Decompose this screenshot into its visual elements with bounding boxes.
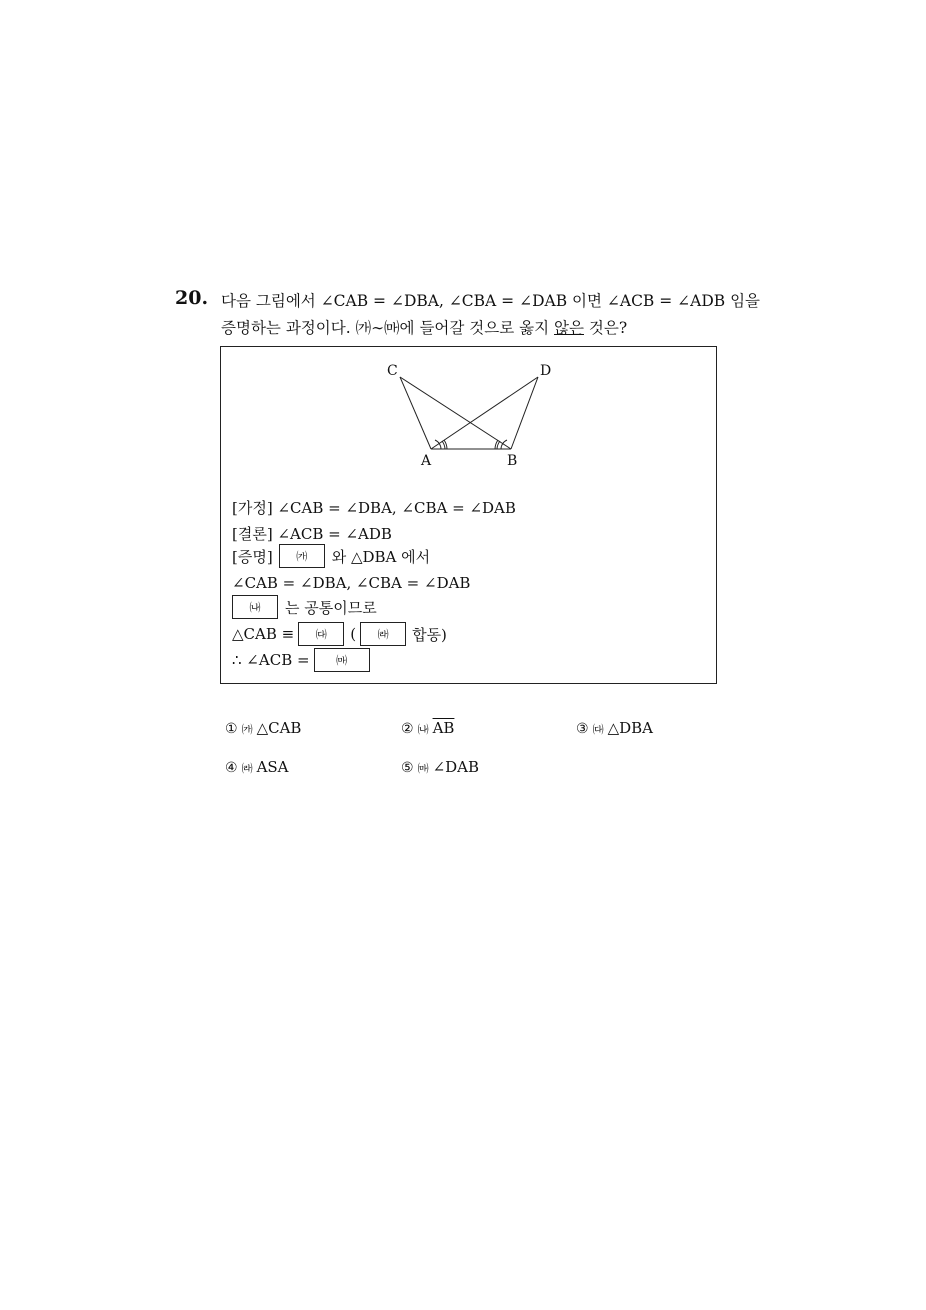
blank-ma: ㈒ xyxy=(314,648,370,672)
proof-line-5 xyxy=(232,648,370,672)
choice-number: ① xyxy=(225,721,238,737)
choice-text-overline: $\overline{AB}$ xyxy=(432,719,455,737)
choice-tag: ㈑ xyxy=(241,762,253,775)
underlined-word: 않은 xyxy=(554,319,584,337)
segment-da xyxy=(431,377,538,449)
angle-mark-a2 xyxy=(442,441,445,449)
proof-line-4 xyxy=(232,622,447,646)
proof-text: 합동) xyxy=(412,625,447,644)
segment-db xyxy=(511,377,538,449)
proof-label: [증명] xyxy=(232,547,273,566)
choice-tag: ㈏ xyxy=(417,723,429,736)
label-c: C xyxy=(387,363,398,379)
question-number: 20. xyxy=(175,287,209,309)
label-a: A xyxy=(421,453,432,469)
choice-number: ③ xyxy=(576,721,589,737)
choice-tag: ㈎ xyxy=(241,723,253,736)
choice-number: ⑤ xyxy=(401,760,414,776)
proof-box xyxy=(220,346,717,684)
choice-1[interactable] xyxy=(225,719,301,737)
question-text-line2 xyxy=(221,316,627,338)
proof-text: △CAB ≡ xyxy=(232,625,295,643)
choice-number: ④ xyxy=(225,760,238,776)
question-text-line1: 다음 그림에서 ∠CAB = ∠DBA, ∠CBA = ∠DAB 이면 ∠ACB = ∠ADB 임을 xyxy=(221,292,761,310)
choice-4[interactable] xyxy=(225,758,289,776)
choice-text: ∠DAB xyxy=(432,758,480,776)
conclusion-line: [결론] ∠ACB = ∠ADB xyxy=(232,525,392,543)
angle-mark-b2 xyxy=(497,441,500,449)
proof-line-3 xyxy=(232,595,377,619)
proof-line-1 xyxy=(232,544,430,568)
blank-ra: ㈑ xyxy=(360,622,406,646)
question-text-part: 증명하는 과정이다. ㈎∼㈒에 들어갈 것으로 옳지 xyxy=(221,319,555,337)
hypothesis-line: [가정] ∠CAB = ∠DBA, ∠CBA = ∠DAB xyxy=(232,499,516,517)
blank-ga: ㈎ xyxy=(279,544,325,568)
proof-text: ∴ ∠ACB = xyxy=(232,651,310,669)
blank-na: ㈏ xyxy=(232,595,278,619)
proof-line-2: ∠CAB = ∠DBA, ∠CBA = ∠DAB xyxy=(232,574,471,592)
triangle-figure xyxy=(221,347,718,487)
blank-da: ㈐ xyxy=(298,622,344,646)
choice-3[interactable] xyxy=(576,719,653,737)
choice-text: ASA xyxy=(256,758,289,776)
label-b: B xyxy=(507,453,518,469)
choice-number: ② xyxy=(401,721,414,737)
segment-cb xyxy=(400,377,511,449)
proof-text: 와 △DBA 에서 xyxy=(331,547,431,566)
paren: ( xyxy=(350,625,357,643)
question-text-part: 것은? xyxy=(583,319,628,337)
proof-text: 는 공통이므로 xyxy=(285,598,377,617)
choice-text: △CAB xyxy=(256,719,302,737)
choice-text: △DBA xyxy=(607,719,653,737)
label-d: D xyxy=(540,363,552,379)
choice-tag: ㈒ xyxy=(417,762,429,775)
segment-ca xyxy=(400,377,431,449)
choice-5[interactable] xyxy=(401,758,479,776)
choice-2[interactable] xyxy=(401,719,454,737)
choice-tag: ㈐ xyxy=(592,723,604,736)
